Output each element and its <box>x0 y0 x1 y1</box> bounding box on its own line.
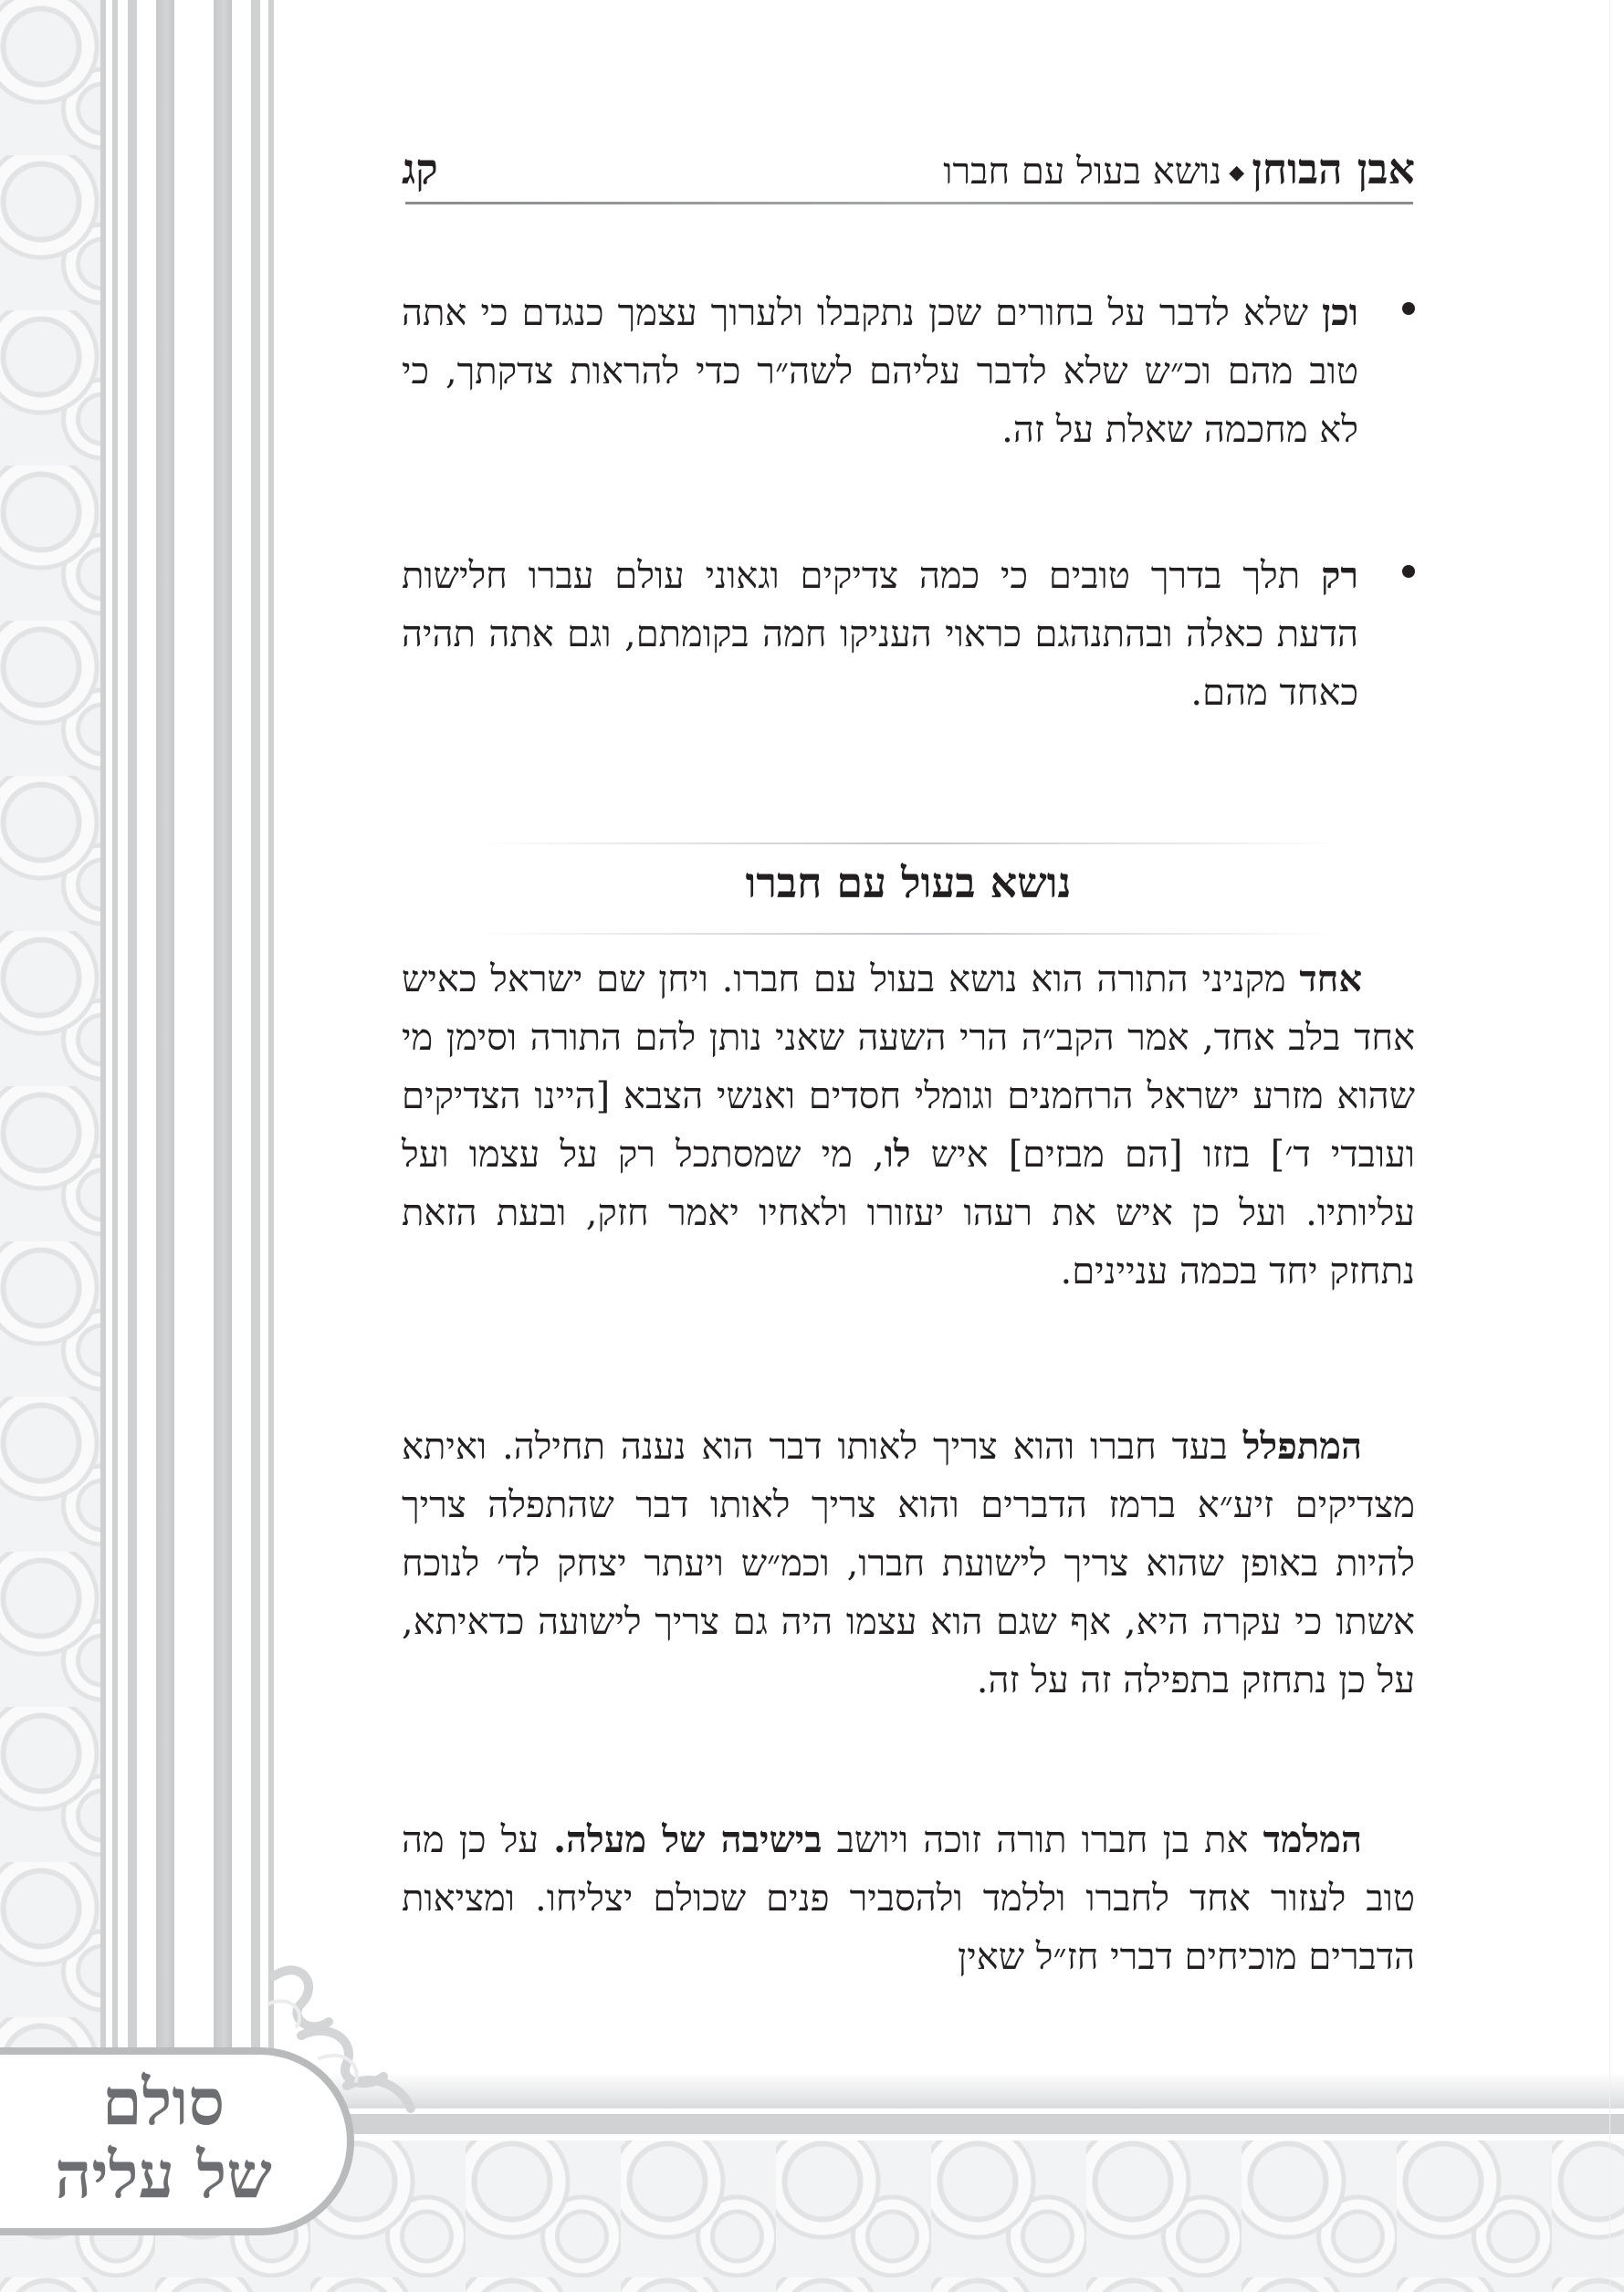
bullet-item <box>402 547 1415 722</box>
header-title <box>943 144 1415 194</box>
bullet-text <box>402 547 1358 722</box>
paragraph <box>402 1811 1415 1986</box>
logo-line-2: של עליה <box>55 2137 272 2213</box>
border-stripe <box>128 0 137 2107</box>
border-stripe <box>156 0 174 2107</box>
section-title: נושא בעול עם חברו <box>745 858 1072 907</box>
diamond-separator-icon: ◆ <box>1229 161 1245 184</box>
paragraph-lead-word: המלמד <box>1263 1818 1362 1861</box>
header-rule <box>405 202 1413 204</box>
border-stripe <box>112 0 118 2107</box>
paragraph-lead-word: המתפלל <box>1242 1425 1362 1468</box>
section-rule <box>475 842 1342 844</box>
bullet-lead-word: רק <box>1320 554 1358 597</box>
border-stripe <box>268 0 274 2107</box>
bullet-lead-word: וכן <box>1322 291 1358 334</box>
border-stripe <box>251 0 260 2107</box>
left-ornament-panel <box>0 0 100 2140</box>
border-stripe <box>214 0 232 2107</box>
bold-phrase: בישיבה של מעלה. <box>553 1818 822 1861</box>
paragraph <box>402 1418 1415 1710</box>
series-logo <box>0 2047 354 2235</box>
bullet-body: תלך בדרך טובים כי כמה צדיקים וגאוני עולם עברו חלישות הדעת כאלה ובהתנהגם כראוי העניקו חמה בקומתם, וגם אתה תהיה כאחד מהם. <box>402 555 1358 714</box>
paragraph-body: , מי שמסתכל רק על עצמו ועל עליותיו. ועל כן איש את רעהו יעזורו ולאחיו יאמר חזק, ובעת הזאת נתחזק יחד בכמה עניינים. <box>402 1134 1415 1293</box>
paragraph-body: על כן מה טוב לעזור אחד לחברו וללמד ולהסביר פנים שכולם יצליחו. ומציאות הדברים מוכיחים דברי חז״ל שאין <box>402 1819 1415 1978</box>
bullet-text <box>402 284 1358 459</box>
running-header <box>402 144 1415 203</box>
header-section-title: נושא בעול עם חברו <box>943 151 1222 193</box>
logo-line-1: סולם <box>101 2064 225 2140</box>
paragraph-body: את בן חברו תורה זוכה ויושב <box>822 1819 1263 1861</box>
bottom-frame-shadow <box>274 2072 1624 2105</box>
page-number: קג <box>402 144 438 194</box>
paragraph-body: בעד חברו והוא צריך לאותו דבר הוא נענה תחילה. ואיתא מצדיקים זיע״א ברמז הדברים והוא צריך לאותו דבר שהתפלה צריך להיות באופן שהוא צריך לישועת חברו, וכמ״ש ויעתר יצחק לד׳ לנוכח אשתו כי עקרה היא, אף שגם הוא עצמו היה גם צריך לישועה כדאיתא, על כן נתחזק בתפילה זה על זה. <box>402 1426 1415 1701</box>
paragraph-lead-word: אחד <box>1299 958 1362 1000</box>
bullet-icon <box>1402 302 1415 315</box>
book-title: אבן הבוחן <box>1252 144 1415 194</box>
section-rule <box>475 933 1342 935</box>
bullet-item <box>402 284 1415 459</box>
trim-mark <box>1609 0 1610 2292</box>
border-stripe <box>100 0 106 2107</box>
bold-word: לו <box>884 1133 911 1176</box>
bullet-body: שלא לדבר על בחורים שכן נתקבלו ולערוך עצמך כנגדם כי אתה טוב מהם וכ״ש שלא לדבר עליהם לשה״ר כדי להראות צדקתך, כי לא מחכמה שאלת על זה. <box>402 292 1358 451</box>
paragraph-body: מקניני התורה הוא נושא בעול עם חברו. ויחן שם ישראל כאיש אחד בלב אחד, אמר הקב״ה הרי השעה שאני נותן להם התורה וסימן מי שהוא מזרע ישראל הרחמנים וגומלי חסדים ואנשי הצבא [היינו הצדיקים ועובדי ד׳] בזזו [הם מבזים] איש <box>402 958 1415 1176</box>
bullet-icon <box>1402 565 1415 578</box>
paragraph <box>402 950 1415 1301</box>
